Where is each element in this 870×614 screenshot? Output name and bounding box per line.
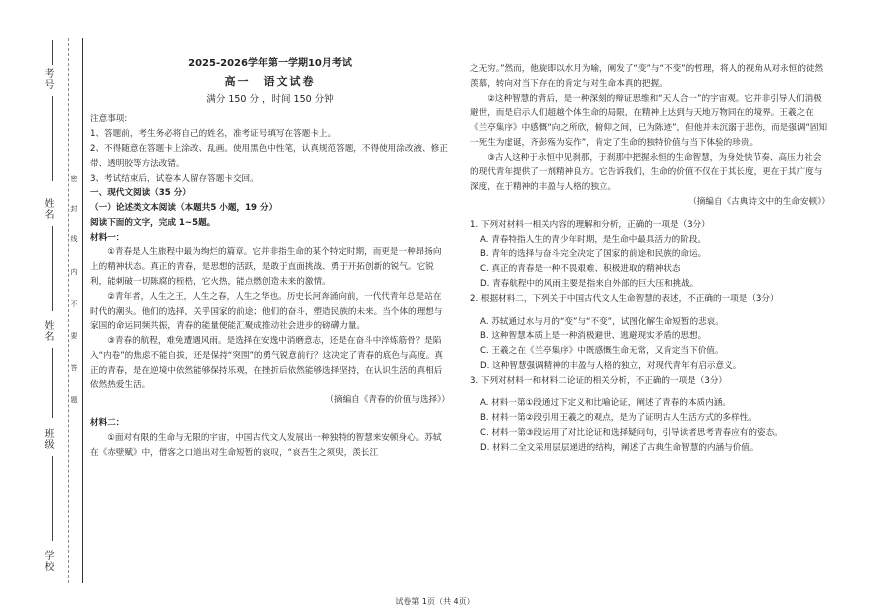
material-1-label: 材料一： <box>90 232 125 243</box>
question-1: 1. 下列对材料一相关内容的理解和分析，正确的一项是（3分） <box>470 219 710 230</box>
right-column <box>470 62 830 456</box>
question-option: D. 青春航程中的风雨主要是指来自外部的巨大压和挑战。 <box>480 278 699 289</box>
seal-char: 线 <box>70 235 78 242</box>
label-xingming-1: 姓名 <box>42 198 53 220</box>
underline-name-2 <box>52 348 54 418</box>
seal-char: 封 <box>70 205 78 212</box>
subject-title: 高一 语文试卷 <box>224 75 316 89</box>
question-option: C. 王羲之在《兰亭集序》中既感慨生命无常，又肯定当下价值。 <box>480 346 724 357</box>
question-option: A. 苏轼通过水与月的“变”与“不变”，试图化解生命短暂的悲哀。 <box>480 316 724 327</box>
seal-char: 题 <box>70 396 78 403</box>
label-xuexiao: 学校 <box>42 550 53 572</box>
underline-name <box>52 226 54 311</box>
label-kaohao: 考号 <box>42 68 53 90</box>
subsection-title: （一）论述类文本阅读（本题共5 小题，19 分） <box>90 203 278 214</box>
seal-char: 要 <box>70 332 78 339</box>
seal-char: 答 <box>70 364 78 371</box>
seal-char: 密 <box>70 175 78 182</box>
material-2-paragraph: ③古人这种于永恒中见刹那，于刹那中把握永恒的生命智慧，为身处快节奏、高压力社会的现代青年提供了一剂精神良方。它告诉我们，生命的价值不仅在于其长度，更在于其广度与深度，在于精神的丰盈与人格的独立。 <box>470 152 823 193</box>
material-1-paragraph: ②青年者，人生之王，人生之春，人生之华也。历史长河奔涌向前，一代代青年总是站在时代的潮头。他们的选择，关乎国家的前途；他们的奋斗，塑造民族的未来。当个体的理想与家国的命运同频共振，青春的能量便能汇聚成推动社会进步的磅礴力量。 <box>90 291 443 332</box>
score-time: 满分 150 分 ，时间 150 分钟 <box>206 94 334 106</box>
material-2-paragraph: ②这种智慧的背后，是一种深刻的辩证思维和“天人合一”的宇宙观。它并非引导人们消极避世，而是启示人们超越个体生命的局限，在精神上达到与天地万物同在的境界。王羲之在《兰亭集序》中感慨“向之所欣，俯仰之间，已为陈迹”，但他并未沉溺于悲伤，而是强调“固知一死生为虚诞，齐彭殇为妄作”，肯定了生命的独特价值与当下体验的珍贵。 <box>470 93 828 148</box>
reading-instruction: 阅读下面的文字，完成 1~5题。 <box>90 217 216 228</box>
question-option: B. 材料一第②段引用王羲之的观点，是为了证明古人生活方式的多样性。 <box>480 413 757 424</box>
page-footer: 试卷第 1页（共 4页） <box>395 597 475 606</box>
question-option: B. 青年的选择与奋斗完全决定了国家的前途和民族的命运。 <box>480 249 707 260</box>
question-option: A. 材料一第①段通过下定义和比喻论证，阐述了青春的本质内涵。 <box>480 398 731 409</box>
material-1-paragraph: ①青春是人生旅程中最为绚烂的篇章。它并非指生命的某个特定时期，而更是一种昂扬向上的精神状态。真正的青春，是思想的活跃，是敢于直面挑战、勇于开拓创新的锐气。它锐利，能刺破一切陈腐的桎梏，它火热，能点燃创造未来的激情。 <box>90 247 442 288</box>
section-title: 一、现代文阅读（35 分） <box>90 188 191 199</box>
seal-char: 不 <box>70 300 78 307</box>
label-banji: 班级 <box>42 428 53 450</box>
material-2-paragraph: ①面对有限的生命与无限的宇宙，中国古代文人发展出一种独特的智慧来安顿身心。苏轼在《赤壁赋》中，借客之口道出对生命短暂的哀叹，“哀吾生之须臾，羡长江 <box>90 432 442 458</box>
margin-border <box>82 38 83 583</box>
question-3: 3. 下列对材料一和材料二论证的相关分析，不正确的一项是（3分） <box>470 375 728 386</box>
underline-class <box>52 456 54 541</box>
question-2: 2. 根据材料二，下列关于中国古代文人生命智慧的表述，不正确的一项是（3分） <box>470 293 779 304</box>
note-item: 3、考试结束后，试卷本人留存答题卡交回。 <box>90 173 259 184</box>
binding-margin <box>0 0 80 614</box>
material-1-source: （摘编自《青春的价值与选择》） <box>325 395 450 406</box>
material-2-paragraph: 之无穷。”然而，他旋即以水月为喻，阐发了“变”与“不变”的哲理，将人的视角从对永恒的徒然羡慕，转向对当下存在的肯定与对生命本真的把握。 <box>470 64 824 89</box>
underline-kaohao-top <box>52 40 54 65</box>
question-option: C. 材料一第③段运用了对比论证和选择疑问句，引导读者思考青春应有的姿态。 <box>480 427 783 438</box>
underline-kaohao <box>52 96 54 181</box>
seal-line <box>68 38 69 583</box>
material-2-source: （摘编自《古典诗文中的生命安顿》） <box>688 197 830 208</box>
label-xingming-2: 姓名 <box>42 320 53 342</box>
seal-char: 内 <box>70 268 78 275</box>
question-option: B. 这种智慧本质上是一种消极避世、逃避现实矛盾的思想。 <box>480 331 707 342</box>
question-option: A. 青春特指人生的青少年时期，是生命中最具活力的阶段。 <box>480 234 707 245</box>
note-item: 1、答题前，考生务必将自己的姓名，准考证号填写在答题卡上。 <box>90 129 337 140</box>
question-option: D. 这种智慧强调精神的丰盈与人格的独立，对现代青年有启示意义。 <box>480 360 742 371</box>
exam-title: 2025-2026学年第一学期10月考试 <box>188 58 352 69</box>
material-2-label: 材料二： <box>90 418 125 429</box>
note-item: 2、不得随意在答题卡上涂改、乱画。使用黑色中性笔，认真规范答题，不得使用涂改液、修正带、透明胶等方法改错。 <box>90 143 448 169</box>
material-1-paragraph: ③青春的航程，难免遭遇风雨。是选择在安逸中消磨意志，还是在奋斗中淬炼筋骨？是陷入“内卷”的焦虑不能自拔，还是保持“突围”的勇气锐意前行？这决定了青春的底色与高度。真正的青春，是在逆境中依然能够保持乐观，在挫折后依然能够选择坚持，在认识生活的真相后依然热爱生活。 <box>90 336 443 391</box>
question-option: C. 真正的青春是一种不畏艰难、积极进取的精神状态 <box>480 264 681 275</box>
question-option: D. 材料二全文采用层层递进的结构，阐述了古典生命智慧的内涵与价值。 <box>480 442 759 453</box>
left-column <box>90 55 450 460</box>
notes-heading: 注意事项: <box>90 114 128 125</box>
